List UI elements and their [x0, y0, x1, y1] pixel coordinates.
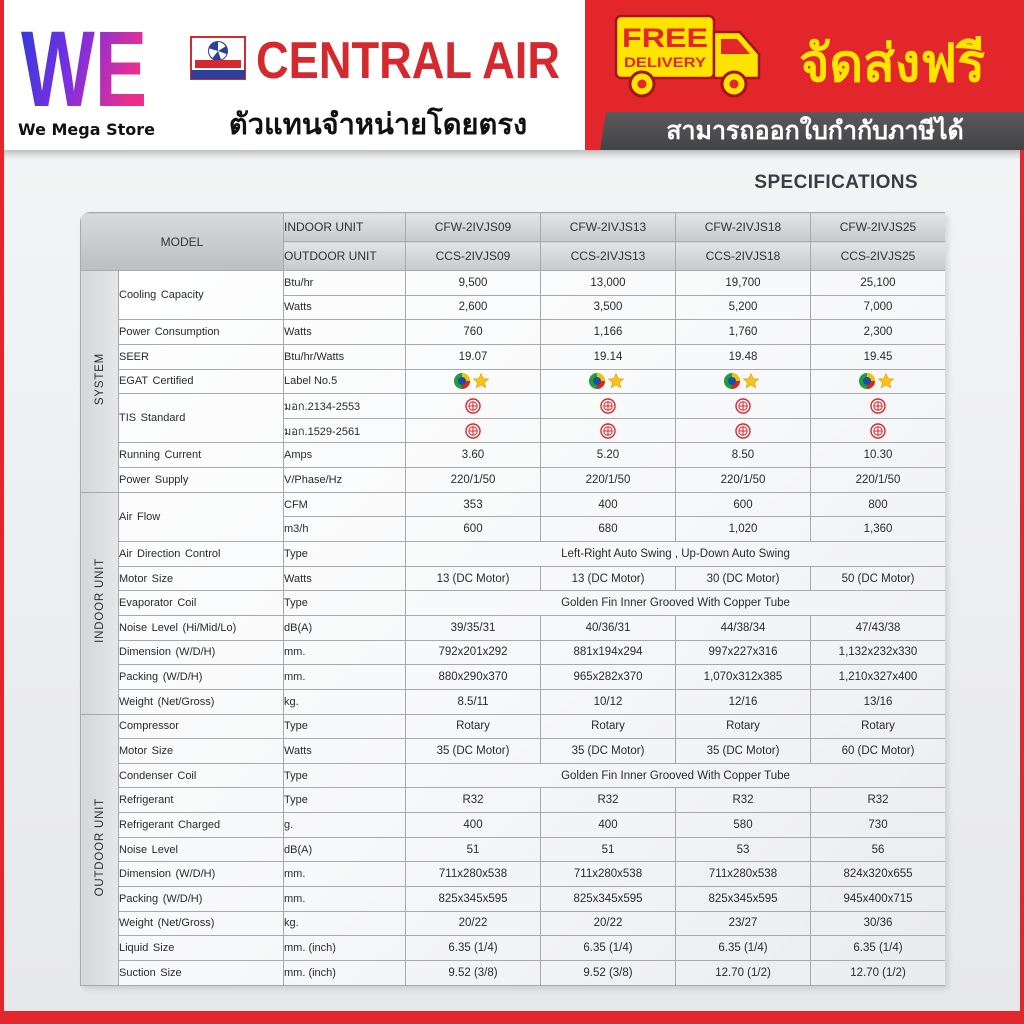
spec-unit: m3/h: [284, 517, 406, 542]
spec-value-all-models: Golden Fin Inner Grooved With Copper Tube: [406, 591, 946, 616]
brand-logo-text: [254, 30, 564, 86]
spec-value: 51: [541, 837, 676, 862]
spec-item-dimension-w-d-h: Dimension (W/D/H): [119, 862, 284, 887]
spec-value: 20/22: [541, 911, 676, 936]
spec-row: [81, 640, 946, 665]
spec-unit: mm.: [284, 665, 406, 690]
spec-item-compressor: Compressor: [119, 714, 284, 739]
we-mega-store-logo: [18, 10, 150, 114]
spec-value-cell: [676, 418, 811, 443]
spec-value: 6.35 (1/4): [676, 936, 811, 961]
spec-value-cell: [406, 369, 541, 394]
spec-value: 400: [541, 813, 676, 838]
spec-item-seer: SEER: [119, 344, 284, 369]
spec-value-cell: [676, 394, 811, 419]
spec-unit: mm. (inch): [284, 960, 406, 985]
spec-item-tis-standard: TIS Standard: [119, 394, 284, 443]
spec-value: 13,000: [541, 271, 676, 296]
spec-value: 30 (DC Motor): [676, 566, 811, 591]
spec-unit: mm.: [284, 862, 406, 887]
spec-unit: dB(A): [284, 837, 406, 862]
spec-unit: มอก.2134-2553: [284, 394, 406, 419]
spec-unit: mm.: [284, 640, 406, 665]
spec-value: 12.70 (1/2): [811, 960, 946, 985]
spec-unit: Type: [284, 714, 406, 739]
egat-label5-star-icon: [858, 372, 898, 390]
spec-value: 23/27: [676, 911, 811, 936]
spec-value: 50 (DC Motor): [811, 566, 946, 591]
spec-row: [81, 591, 946, 616]
outdoor-model-name: CCS-2IVJS13: [541, 242, 676, 271]
spec-item-dimension-w-d-h: Dimension (W/D/H): [119, 640, 284, 665]
spec-value: R32: [676, 788, 811, 813]
spec-value-cell: [811, 394, 946, 419]
spec-item-running-current: Running Current: [119, 443, 284, 468]
page-title: SPECIFICATIONS: [754, 172, 918, 193]
spec-unit: Label No.5: [284, 369, 406, 394]
indoor-model-name: CFW-2IVJS09: [406, 213, 541, 242]
spec-value: 3,500: [541, 295, 676, 320]
spec-value: 400: [406, 813, 541, 838]
spec-value: 711x280x538: [406, 862, 541, 887]
tis-mark-icon: [735, 398, 751, 414]
spec-value: 20/22: [406, 911, 541, 936]
spec-value: 824x320x655: [811, 862, 946, 887]
spec-value: 56: [811, 837, 946, 862]
spec-value: 9,500: [406, 271, 541, 296]
spec-value: 353: [406, 492, 541, 517]
outdoor-model-name: CCS-2IVJS09: [406, 242, 541, 271]
spec-value: 580: [676, 813, 811, 838]
spec-value: 711x280x538: [541, 862, 676, 887]
free-shipping-text: จัดส่งฟรี: [798, 34, 986, 94]
spec-value: 5.20: [541, 443, 676, 468]
indoor-model-name: CFW-2IVJS18: [676, 213, 811, 242]
spec-value: 51: [406, 837, 541, 862]
spec-row: [81, 615, 946, 640]
spec-unit: Watts: [284, 320, 406, 345]
spec-value: 5,200: [676, 295, 811, 320]
outdoor-unit-header: OUTDOOR UNIT: [284, 242, 406, 271]
spec-value-cell: [406, 394, 541, 419]
spec-unit: kg.: [284, 911, 406, 936]
spec-value: 10/12: [541, 689, 676, 714]
spec-row: [81, 542, 946, 567]
spec-value: Rotary: [676, 714, 811, 739]
spec-value: Rotary: [406, 714, 541, 739]
egat-label5-star-icon: [453, 372, 493, 390]
tis-mark-icon: [600, 398, 616, 414]
spec-value: 44/38/34: [676, 615, 811, 640]
spec-value: 965x282x370: [541, 665, 676, 690]
spec-value: Rotary: [811, 714, 946, 739]
spec-item-weight-net-gross: Weight (Net/Gross): [119, 689, 284, 714]
spec-value: Rotary: [541, 714, 676, 739]
spec-item-refrigerant: Refrigerant: [119, 788, 284, 813]
spec-row: [81, 862, 946, 887]
spec-row: [81, 271, 946, 296]
spec-row: [81, 960, 946, 985]
spec-value: 2,300: [811, 320, 946, 345]
spec-unit: Watts: [284, 739, 406, 764]
spec-table-body: [81, 271, 946, 986]
section-label-outdoor-unit: [81, 714, 119, 985]
spec-value: 40/36/31: [541, 615, 676, 640]
spec-value-cell: [676, 369, 811, 394]
tis-mark-icon: [600, 423, 616, 439]
egat-label5-star-icon: [723, 372, 763, 390]
spec-value: R32: [541, 788, 676, 813]
spec-unit: Type: [284, 542, 406, 567]
spec-row: [81, 665, 946, 690]
spec-value: 792x201x292: [406, 640, 541, 665]
spec-unit: kg.: [284, 689, 406, 714]
spec-value: 13 (DC Motor): [406, 566, 541, 591]
spec-value: 220/1/50: [541, 468, 676, 493]
spec-value: 6.35 (1/4): [811, 936, 946, 961]
spec-value: 7,000: [811, 295, 946, 320]
spec-value: 10.30: [811, 443, 946, 468]
spec-value: 2,600: [406, 295, 541, 320]
spec-value: 1,132x232x330: [811, 640, 946, 665]
spec-value: 8.50: [676, 443, 811, 468]
spec-value: 880x290x370: [406, 665, 541, 690]
spec-value-cell: [541, 394, 676, 419]
tax-invoice-text: สามารถออกใบกำกับภาษีได้: [666, 116, 964, 145]
spec-value: 9.52 (3/8): [406, 960, 541, 985]
spec-row: [81, 714, 946, 739]
brand-tagline: ตัวแทนจำหน่ายโดยตรง: [228, 107, 528, 141]
spec-item-liquid-size: Liquid Size: [119, 936, 284, 961]
spec-row: [81, 468, 946, 493]
tis-mark-icon: [870, 423, 886, 439]
spec-value-cell: [811, 369, 946, 394]
spec-item-condenser-coil: Condenser Coil: [119, 763, 284, 788]
spec-row: [81, 492, 946, 517]
spec-row: [81, 911, 946, 936]
header-row-indoor: [81, 213, 946, 242]
spec-value: 30/36: [811, 911, 946, 936]
spec-value: 12/16: [676, 689, 811, 714]
spec-unit: dB(A): [284, 615, 406, 640]
delivery-badge-line2: DELIVERY: [624, 54, 707, 70]
central-air-emblem-icon: [190, 36, 246, 80]
spec-row: [81, 344, 946, 369]
spec-value: 35 (DC Motor): [541, 739, 676, 764]
spec-unit: Btu/hr/Watts: [284, 344, 406, 369]
spec-item-packing-w-d-h: Packing (W/D/H): [119, 665, 284, 690]
spec-value: 19,700: [676, 271, 811, 296]
spec-row: [81, 763, 946, 788]
spec-value: 25,100: [811, 271, 946, 296]
spec-item-motor-size: Motor Size: [119, 566, 284, 591]
model-header: MODEL: [81, 213, 284, 271]
spec-unit: Type: [284, 763, 406, 788]
spec-value: 1,360: [811, 517, 946, 542]
spec-value: 13 (DC Motor): [541, 566, 676, 591]
spec-value: 220/1/50: [406, 468, 541, 493]
spec-row: [81, 443, 946, 468]
spec-unit: Amps: [284, 443, 406, 468]
spec-value: 220/1/50: [676, 468, 811, 493]
brand-name: CENTRAL AIR: [256, 32, 560, 86]
spec-value: 1,020: [676, 517, 811, 542]
spec-value: 600: [406, 517, 541, 542]
spec-row: [81, 837, 946, 862]
spec-item-refrigerant-charged: Refrigerant Charged: [119, 813, 284, 838]
spec-item-packing-w-d-h: Packing (W/D/H): [119, 887, 284, 912]
store-monogram: WE: [21, 10, 147, 114]
spec-table: [80, 212, 945, 986]
spec-unit: มอก.1529-2561: [284, 418, 406, 443]
spec-value: 400: [541, 492, 676, 517]
spec-value: 600: [676, 492, 811, 517]
spec-row: [81, 566, 946, 591]
spec-item-noise-level-hi-mid-lo: Noise Level (Hi/Mid/Lo): [119, 615, 284, 640]
spec-value: 39/35/31: [406, 615, 541, 640]
spec-value-cell: [541, 418, 676, 443]
tis-mark-icon: [465, 398, 481, 414]
spec-value: 1,210x327x400: [811, 665, 946, 690]
spec-value: 800: [811, 492, 946, 517]
spec-value: 13/16: [811, 689, 946, 714]
spec-item-suction-size: Suction Size: [119, 960, 284, 985]
indoor-model-name: CFW-2IVJS13: [541, 213, 676, 242]
spec-value: 19.48: [676, 344, 811, 369]
spec-row: [81, 887, 946, 912]
spec-value: 1,166: [541, 320, 676, 345]
section-label-system: [81, 271, 119, 493]
outdoor-model-name: CCS-2IVJS18: [676, 242, 811, 271]
spec-value-all-models: Golden Fin Inner Grooved With Copper Tube: [406, 763, 946, 788]
spec-value: 19.14: [541, 344, 676, 369]
section-label-indoor-unit: [81, 492, 119, 714]
spec-value: 945x400x715: [811, 887, 946, 912]
spec-row: [81, 394, 946, 419]
section-label-text: SYSTEM: [93, 352, 106, 405]
spec-unit: Watts: [284, 295, 406, 320]
spec-value: 1,070x312x385: [676, 665, 811, 690]
spec-item-power-consumption: Power Consumption: [119, 320, 284, 345]
spec-row: [81, 320, 946, 345]
spec-item-weight-net-gross: Weight (Net/Gross): [119, 911, 284, 936]
spec-unit: Type: [284, 788, 406, 813]
spec-row: [81, 739, 946, 764]
spec-value: 881x194x294: [541, 640, 676, 665]
spec-value: 60 (DC Motor): [811, 739, 946, 764]
spec-unit: Btu/hr: [284, 271, 406, 296]
spec-item-cooling-capacity: Cooling Capacity: [119, 271, 284, 320]
spec-value: 6.35 (1/4): [406, 936, 541, 961]
spec-row: [81, 813, 946, 838]
tis-mark-icon: [870, 398, 886, 414]
spec-value: 3.60: [406, 443, 541, 468]
spec-value: 220/1/50: [811, 468, 946, 493]
spec-value: 53: [676, 837, 811, 862]
spec-value: 825x345x595: [406, 887, 541, 912]
spec-value: 825x345x595: [676, 887, 811, 912]
spec-unit: Watts: [284, 566, 406, 591]
spec-item-evaporator-coil: Evaporator Coil: [119, 591, 284, 616]
spec-unit: mm. (inch): [284, 936, 406, 961]
spec-item-noise-level: Noise Level: [119, 837, 284, 862]
spec-value: 47/43/38: [811, 615, 946, 640]
store-name: We Mega Store: [18, 120, 155, 139]
delivery-badge-line1: FREE: [622, 23, 708, 53]
spec-value: 997x227x316: [676, 640, 811, 665]
spec-value: 19.07: [406, 344, 541, 369]
spec-value: 9.52 (3/8): [541, 960, 676, 985]
spec-table-container: [80, 212, 945, 986]
spec-item-air-flow: Air Flow: [119, 492, 284, 541]
tis-mark-icon: [735, 423, 751, 439]
spec-value-cell: [406, 418, 541, 443]
indoor-unit-header: INDOOR UNIT: [284, 213, 406, 242]
spec-value: 35 (DC Motor): [406, 739, 541, 764]
tis-mark-icon: [465, 423, 481, 439]
spec-value: 6.35 (1/4): [541, 936, 676, 961]
spec-row: [81, 788, 946, 813]
egat-label5-star-icon: [588, 372, 628, 390]
spec-value: 680: [541, 517, 676, 542]
spec-row: [81, 689, 946, 714]
section-label-text: INDOOR UNIT: [93, 558, 106, 644]
spec-value: 825x345x595: [541, 887, 676, 912]
spec-item-motor-size: Motor Size: [119, 739, 284, 764]
spec-value-all-models: Left-Right Auto Swing , Up-Down Auto Swing: [406, 542, 946, 567]
free-delivery-truck-icon: [612, 10, 764, 102]
spec-row: [81, 936, 946, 961]
spec-value-cell: [541, 369, 676, 394]
spec-unit: g.: [284, 813, 406, 838]
spec-value: 730: [811, 813, 946, 838]
indoor-model-name: CFW-2IVJS25: [811, 213, 946, 242]
spec-value: 711x280x538: [676, 862, 811, 887]
spec-item-power-supply: Power Supply: [119, 468, 284, 493]
spec-unit: CFM: [284, 492, 406, 517]
spec-value: 1,760: [676, 320, 811, 345]
spec-value: R32: [406, 788, 541, 813]
spec-unit: mm.: [284, 887, 406, 912]
spec-value: 35 (DC Motor): [676, 739, 811, 764]
spec-item-air-direction-control: Air Direction Control: [119, 542, 284, 567]
spec-value: 12.70 (1/2): [676, 960, 811, 985]
spec-value: 8.5/11: [406, 689, 541, 714]
spec-row: [81, 369, 946, 394]
spec-value: 760: [406, 320, 541, 345]
section-label-text: OUTDOOR UNIT: [93, 797, 106, 897]
spec-unit: V/Phase/Hz: [284, 468, 406, 493]
spec-item-egat-certified: EGAT Certified: [119, 369, 284, 394]
spec-value-cell: [811, 418, 946, 443]
spec-unit: Type: [284, 591, 406, 616]
outdoor-model-name: CCS-2IVJS25: [811, 242, 946, 271]
spec-value: R32: [811, 788, 946, 813]
spec-value: 19.45: [811, 344, 946, 369]
